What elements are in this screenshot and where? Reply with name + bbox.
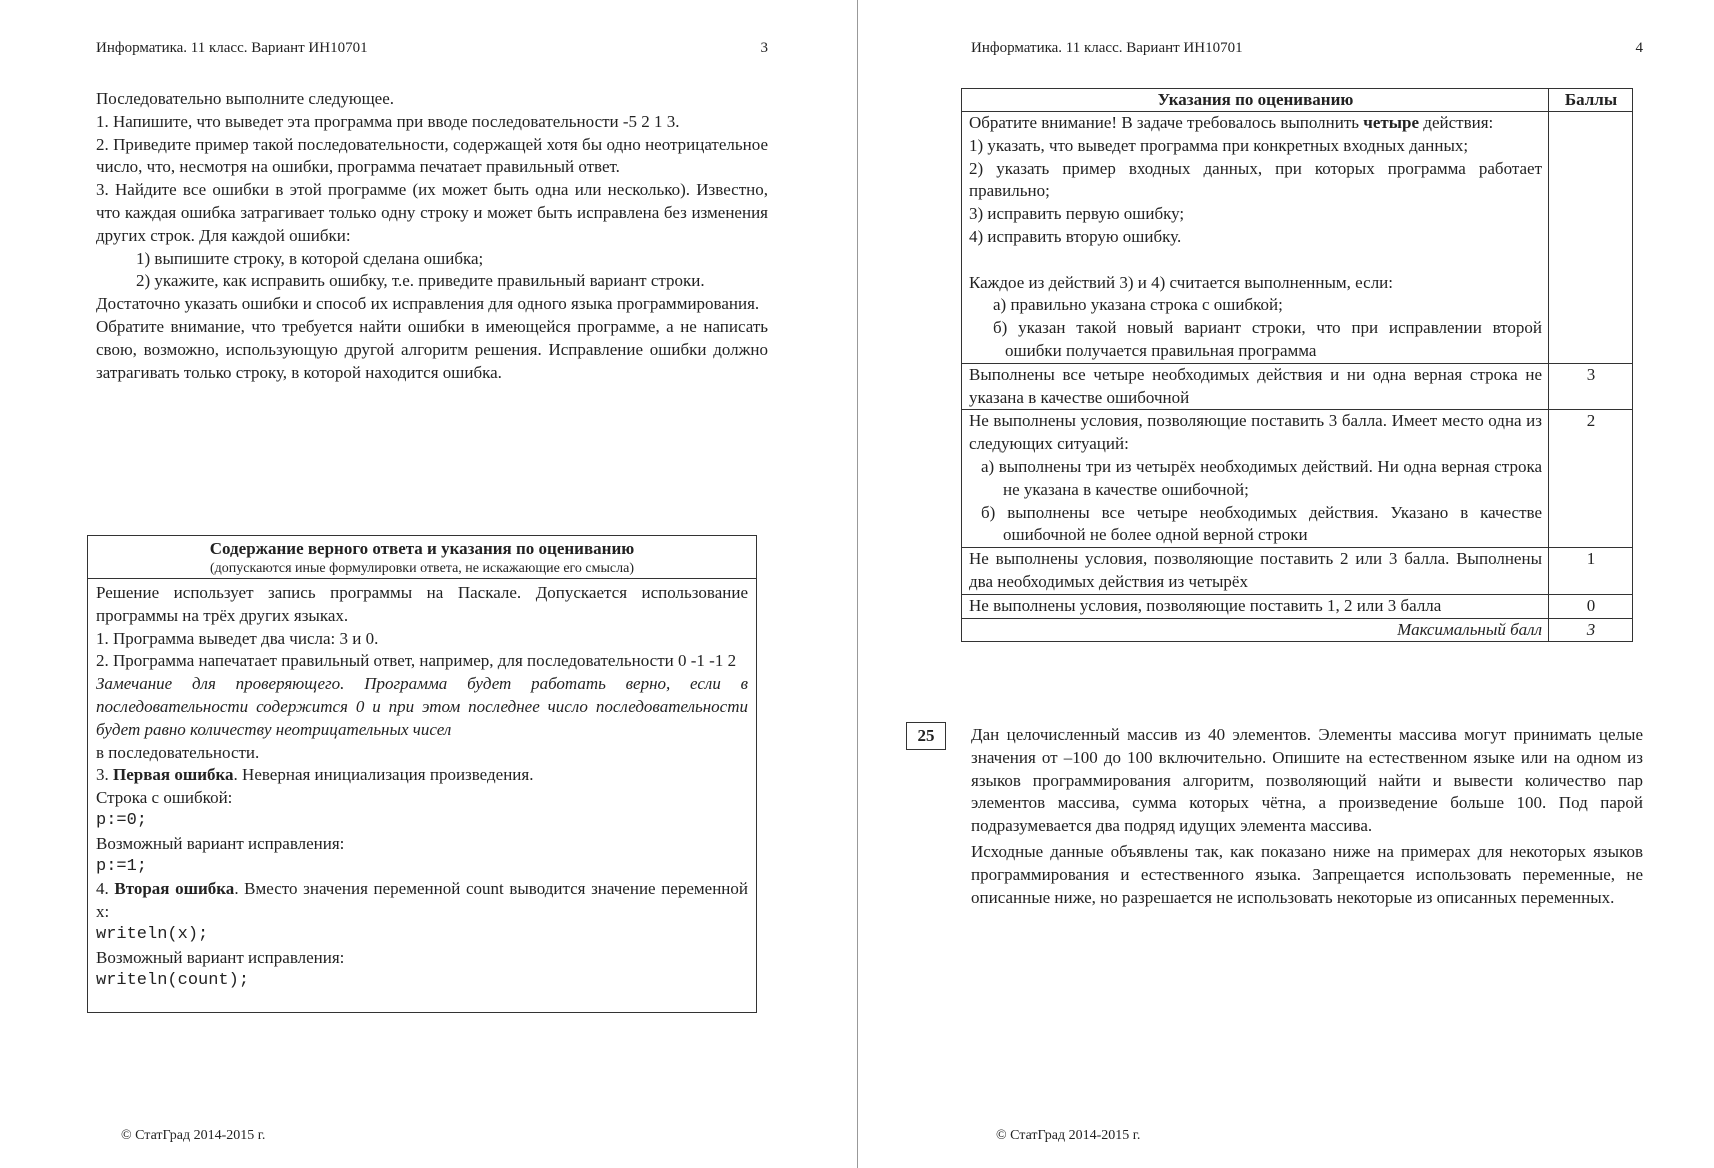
answer-box-title: Содержание верного ответа и указания по оцениванию bbox=[209, 539, 635, 558]
note-paragraph: Обратите внимание, что требуется найти ошибки в имеющейся программе, а не написать свою, возможно, использующую другой алгоритм решения. Исправление ошибки должно затрагивать только строку, в которой находится ошибка. bbox=[96, 316, 768, 382]
row-1-points: 1 bbox=[1549, 548, 1633, 595]
answer-1: 1. Программа выведет два числа: 3 и 0. bbox=[96, 628, 379, 648]
answer-box-subtitle: (допускаются иные формулировки ответа, не искажающие его смысла) bbox=[210, 561, 634, 576]
row-2-points: 2 bbox=[1549, 410, 1633, 548]
step-3: 3) исправить первую ошибку; bbox=[969, 204, 1185, 224]
row-2-case-a: а) выполнены три из четырёх необходимых действий. Ни одна верная строка не указана в качестве ошибочной; bbox=[981, 456, 1542, 499]
page-footer: © СтатГрад 2014-2015 г. bbox=[996, 1128, 1141, 1143]
step-2: 2) указать пример входных данных, при которых программа работает правильно; bbox=[969, 158, 1542, 201]
instruction-item-3: 3. Найдите все ошибки в этой программе (их может быть одна или несколько). Известно, что каждая ошибка затрагивает только одну строку и может быть исправлена без изменения других строк. Для каждой ошибки: bbox=[96, 180, 768, 245]
grading-row-2 bbox=[962, 410, 1633, 548]
fix-label-1: Возможный вариант исправления: bbox=[96, 833, 345, 853]
intro-text: Последовательно выполните следующее. bbox=[96, 89, 395, 108]
task-number-box: 25 bbox=[906, 722, 946, 750]
condition-a: а) правильно указана строка с ошибкой; bbox=[993, 295, 1283, 315]
grading-table bbox=[961, 88, 1633, 642]
each-action-text: Каждое из действий 3) и 4) считается выполненным, если: bbox=[969, 272, 1394, 292]
row-2-case-b: б) выполнены все четыре необходимых действия. Указано в качестве ошибочной не более одной верной строки bbox=[981, 502, 1542, 545]
reviewer-remark-tail: в последовательности. bbox=[96, 742, 260, 762]
error-code-2: writeln(x); bbox=[96, 924, 209, 944]
first-error: 3. Первая ошибка. Неверная инициализация произведения. bbox=[96, 765, 534, 785]
row-3-points: 3 bbox=[1549, 363, 1633, 410]
error-line-label: Строка с ошибкой: bbox=[96, 788, 233, 808]
answer-box-header bbox=[88, 536, 756, 579]
row-1-text: Не выполнены условия, позволяющие поставить 2 или 3 балла. Выполнены два необходимых действия из четырёх bbox=[962, 548, 1549, 595]
page-footer: © СтатГрад 2014-2015 г. bbox=[121, 1128, 266, 1143]
page-number: 3 bbox=[760, 40, 768, 56]
task-25-text bbox=[971, 724, 1643, 909]
second-error: 4. Вторая ошибка. Вместо значения переменной count выводится значение переменной x: bbox=[96, 879, 748, 922]
page-number: 4 bbox=[1635, 40, 1643, 56]
second-error-label: Вторая ошибка bbox=[114, 879, 235, 899]
page-header bbox=[96, 40, 768, 57]
task-paragraph-1: Дан целочисленный массив из 40 элементов. Элементы массива могут принимать целые значения от –100 до 100 включительно. Опишите на естественном языке или на одном из языков программирования алгоритм, позволяющий найти и вывести количество пар элементов массива, сумма которых чётна, а произведение больше 100. Под парой подразумевается два подряд идущих элемента массива. bbox=[971, 725, 1643, 836]
instruction-sub-1: 1) выпишите строку, в которой сделана ошибка; bbox=[136, 248, 484, 268]
intro-attention: Обратите внимание! В задаче требовалось выполнить четыре действия: bbox=[969, 113, 1494, 132]
grading-row-1 bbox=[962, 548, 1633, 595]
step-1: 1) указать, что выведет программа при конкретных входных данных; bbox=[969, 135, 1469, 155]
answer-box-body bbox=[88, 579, 756, 992]
grading-table-header bbox=[962, 89, 1633, 112]
grading-row-3 bbox=[962, 363, 1633, 410]
fix-code-1: p:=1; bbox=[96, 856, 148, 876]
max-score-row bbox=[962, 618, 1633, 642]
header-title: Информатика. 11 класс. Вариант ИН10701 bbox=[96, 40, 368, 56]
error-code-1: p:=0; bbox=[96, 810, 148, 830]
max-score-label: Максимальный балл bbox=[962, 618, 1549, 642]
right-page bbox=[917, 0, 1643, 1168]
row-2-text: Не выполнены условия, позволяющие поставить 3 балла. Имеет место одна из следующих ситуаций: bbox=[969, 411, 1542, 454]
max-score-points: 3 bbox=[1549, 618, 1633, 642]
col-instructions: Указания по оцениванию bbox=[962, 89, 1549, 112]
answer-box bbox=[87, 535, 757, 1013]
first-error-label: Первая ошибка bbox=[113, 765, 234, 785]
left-page bbox=[96, 0, 768, 1168]
instruction-item-2: 2. Приведите пример такой последовательности, содержащей хотя бы одно неотрицательное число, что, несмотря на ошибки, программа печатает правильный ответ. bbox=[96, 134, 768, 177]
task-instructions bbox=[96, 88, 768, 384]
answer-2: 2. Программа напечатает правильный ответ, например, для последовательности 0 -1 -1 2 bbox=[96, 651, 737, 671]
task-paragraph-2: Исходные данные объявлены так, как показано ниже на примерах для некоторых языков программирования и естественного языка. Запрещается использовать переменные, не описанные ниже, но разрешается не использовать некоторые из описанных переменных. bbox=[971, 841, 1643, 907]
condition-b: б) указан такой новый вариант строки, что при исправлении второй ошибки получается правильная программа bbox=[993, 318, 1542, 360]
header-title: Информатика. 11 класс. Вариант ИН10701 bbox=[971, 40, 1243, 56]
row-3-text: Выполнены все четыре необходимых действия и ни одна верная строка не указана в качестве ошибочной bbox=[962, 363, 1549, 410]
instruction-item-1: 1. Напишите, что выведет эта программа при вводе последовательности -5 2 1 3. bbox=[96, 111, 680, 131]
solution-text: Решение использует запись программы на Паскале. Допускается использование программы на трёх других языках. bbox=[96, 583, 748, 625]
row-0-points: 0 bbox=[1549, 594, 1633, 618]
instruction-sub-2: 2) укажите, как исправить ошибку, т.е. приведите правильный вариант строки. bbox=[136, 271, 705, 291]
reviewer-remark: Замечание для проверяющего. Программа будет работать верно, если в последовательности содержится 0 и при этом последнее число последовательности будет равно количеству неотрицательных чисел bbox=[96, 674, 748, 739]
page-divider bbox=[857, 0, 858, 1168]
grading-row-0 bbox=[962, 594, 1633, 618]
fix-label-2: Возможный вариант исправления: bbox=[96, 947, 345, 967]
page-header bbox=[971, 40, 1643, 57]
row-0-text: Не выполнены условия, позволяющие поставить 1, 2 или 3 балла bbox=[962, 594, 1549, 618]
fix-code-2: writeln(count); bbox=[96, 970, 250, 990]
col-points: Баллы bbox=[1549, 89, 1633, 112]
step-4: 4) исправить вторую ошибку. bbox=[969, 226, 1182, 246]
enough-paragraph: Достаточно указать ошибки и способ их исправления для одного языка программирования. bbox=[96, 294, 760, 314]
grading-intro-row bbox=[962, 112, 1633, 364]
